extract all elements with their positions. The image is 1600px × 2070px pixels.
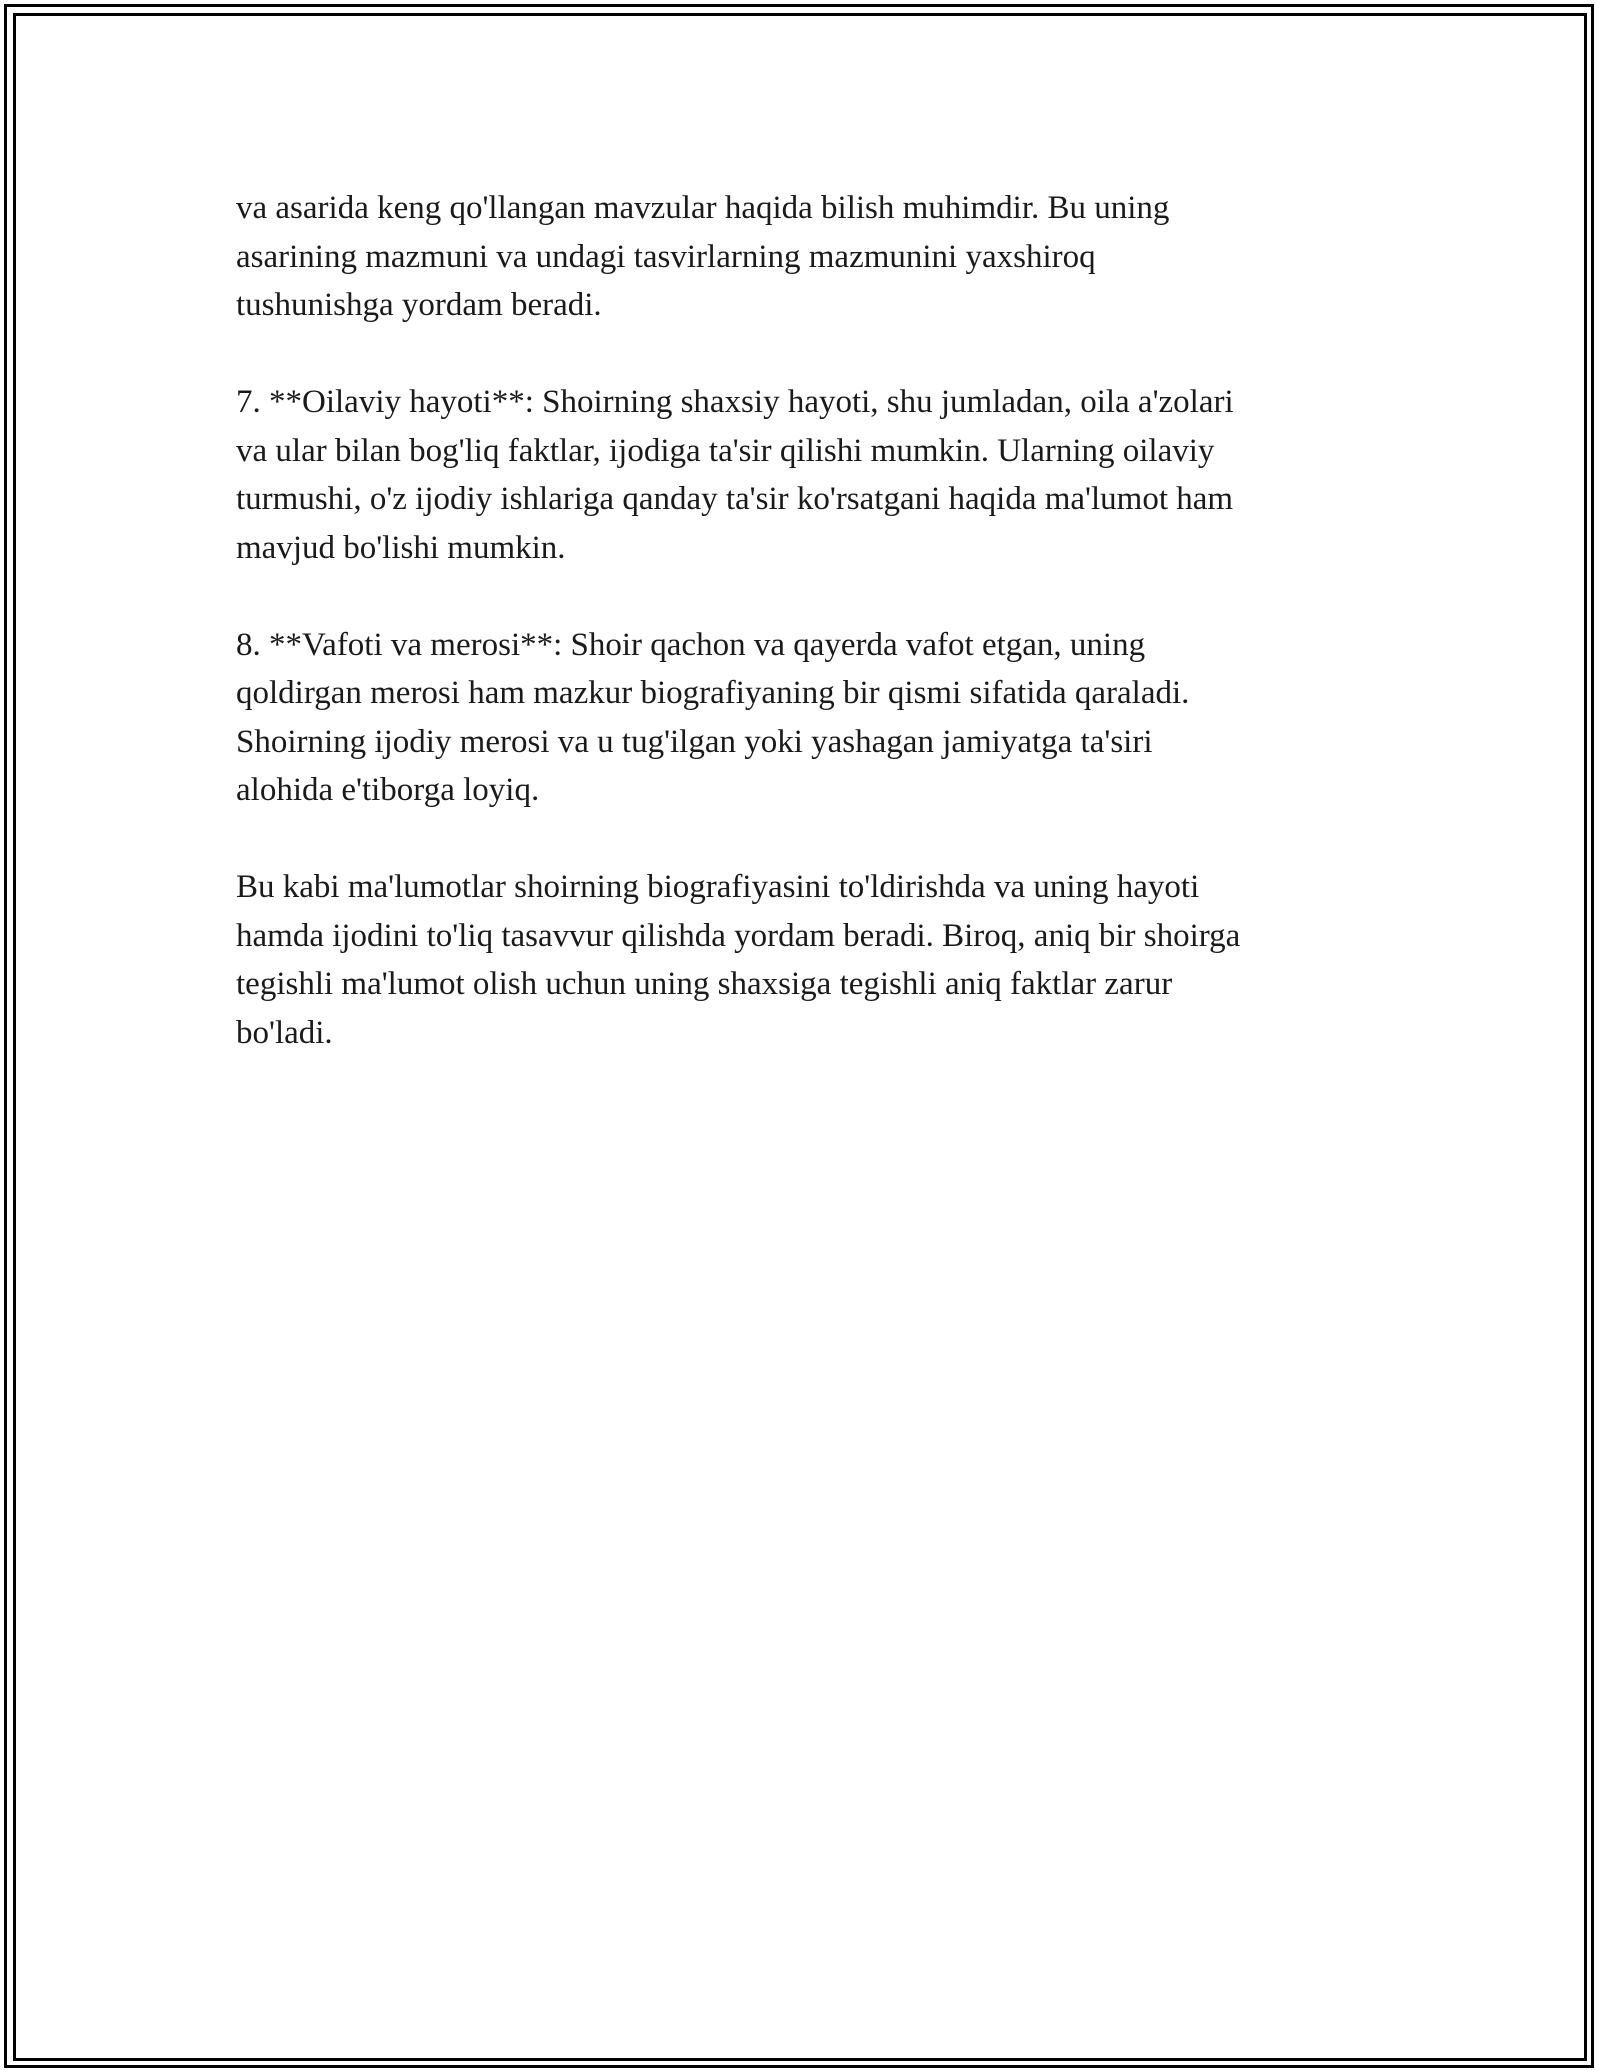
- paragraph-family-life: 7. **Oilaviy hayoti**: Shoirning shaxsiy hayoti, shu jumladan, oila a'zolari va ular bilan bog'liq faktlar, ijodiga ta'sir qilishi mumkin. Ularning oilaviy turmushi, o'z ijodiy ishlariga qanday ta'sir ko'rsatgani haqida ma'lumot ham mavjud bo'lishi mumkin.: [236, 384, 1234, 566]
- paragraph-intro-continuation: va asarida keng qo'llangan mavzular haqida bilish muhimdir. Bu uning asarining mazmuni va undagi tasvirlarning mazmunini yaxshiroq tushunishga yordam beradi.: [236, 190, 1170, 323]
- paragraph-conclusion: Bu kabi ma'lumotlar shoirning biografiyasini to'ldirishda va uning hayoti hamda ijodini to'liq tasavvur qilishda yordam beradi. Biroq, aniq bir shoirga tegishli ma'lumot olish uchun uning shaxsiga tegishli aniq faktlar zarur bo'ladi.: [236, 869, 1241, 1051]
- document-body: [236, 184, 1386, 1106]
- paragraph-death-and-legacy: 8. **Vafoti va merosi**: Shoir qachon va qayerda vafot etgan, uning qoldirgan merosi ham mazkur biografiyaning bir qismi sifatida qaraladi. Shoirning ijodiy merosi va u tug'ilgan yoki yashagan jamiyatga ta'siri alohida e'tiborga loyiq.: [236, 626, 1190, 808]
